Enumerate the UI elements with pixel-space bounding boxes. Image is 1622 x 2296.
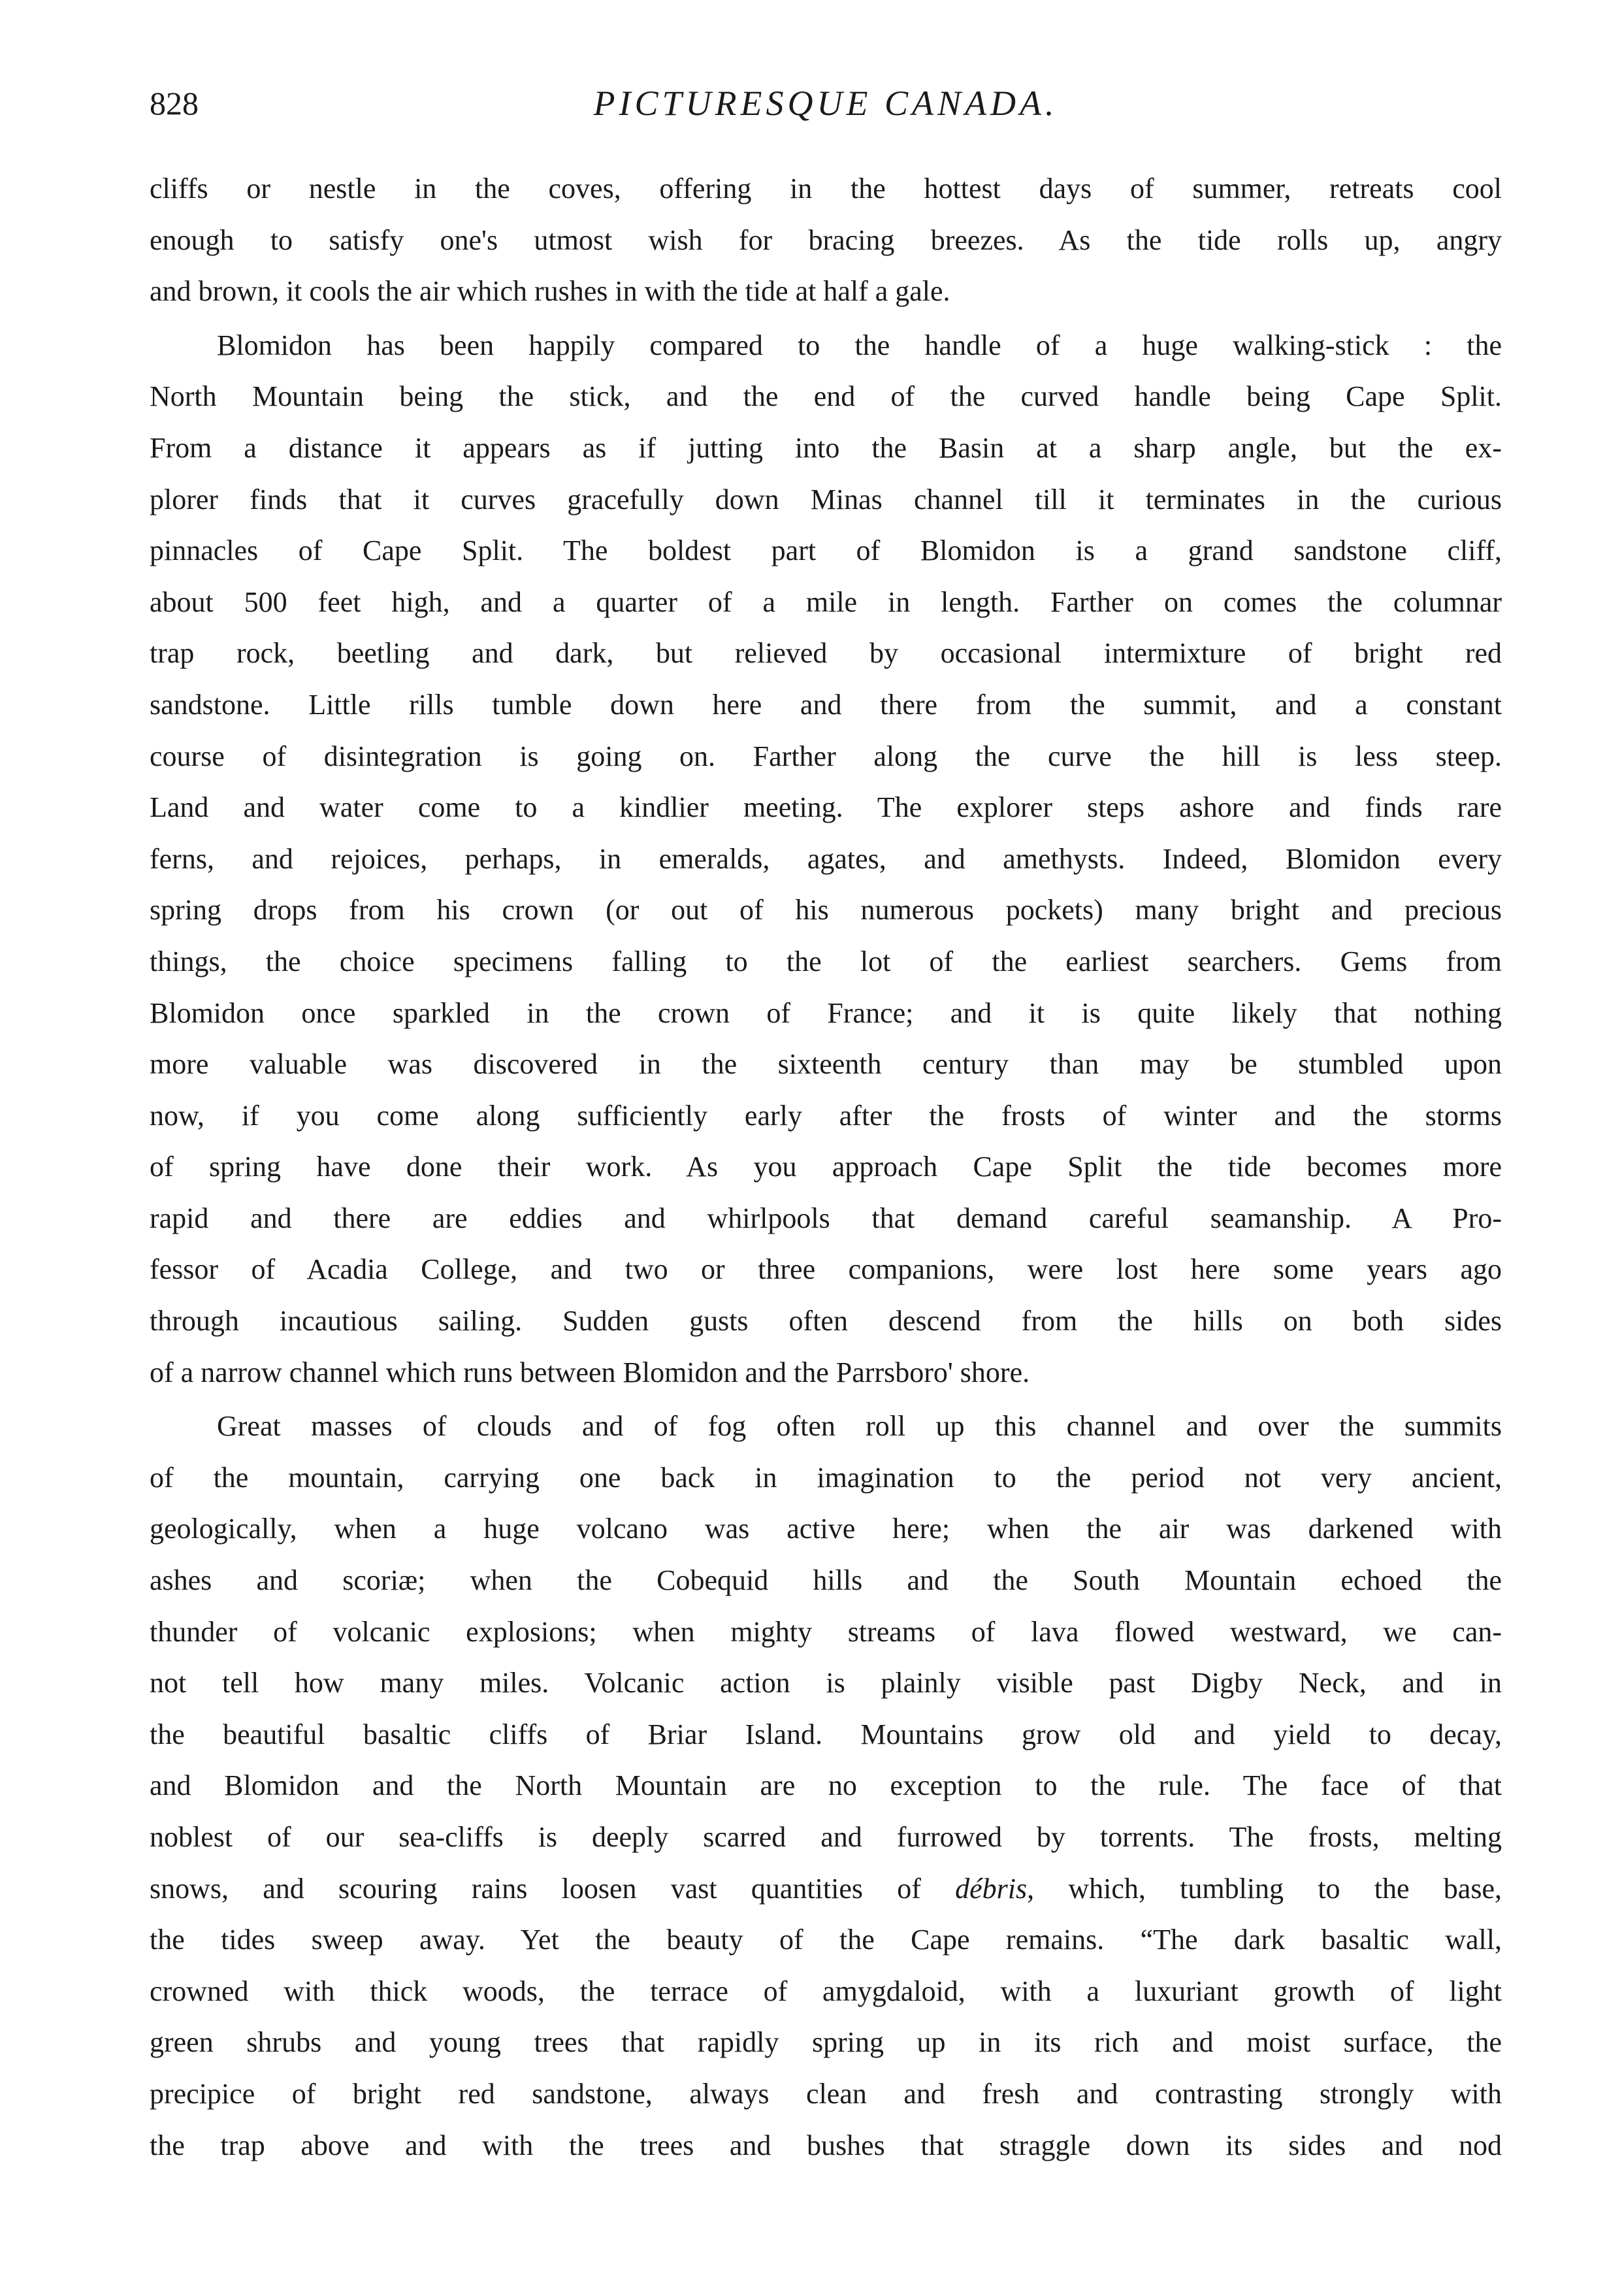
text-line: and brown, it cools the air which rushes in with the tide at half a gale. bbox=[150, 275, 950, 308]
text-segment: , which, tumbling to the base, bbox=[1027, 1872, 1502, 1905]
text-line: rapid and there are eddies and whirlpools that demand careful seamanship. A Pro- bbox=[150, 1202, 1502, 1234]
text-line: of spring have done their work. As you approach Cape Split the tide becomes more bbox=[150, 1151, 1502, 1183]
body-text bbox=[150, 163, 1502, 2171]
text-line: now, if you come along sufficiently early after the frosts of winter and the storms bbox=[150, 1099, 1502, 1132]
text-line: the beautiful basaltic cliffs of Briar Island. Mountains grow old and yield to decay, bbox=[150, 1718, 1502, 1750]
paragraph-3 bbox=[150, 1401, 1502, 2171]
text-line: crowned with thick woods, the terrace of amygdaloid, with a luxuriant growth of light bbox=[150, 1975, 1502, 2007]
text-line: fessor of Acadia College, and two or three companions, were lost here some years ago bbox=[150, 1253, 1502, 1286]
text-line: From a distance it appears as if jutting into the Basin at a sharp angle, but the ex- bbox=[150, 431, 1502, 464]
text-line: enough to satisfy one's utmost wish for bracing breezes. As the tide rolls up, angry bbox=[150, 223, 1502, 256]
text-line: spring drops from his crown (or out of his numerous pockets) many bright and precious bbox=[150, 894, 1502, 927]
text-line: about 500 feet high, and a quarter of a mile in length. Farther on comes the columnar bbox=[150, 585, 1502, 618]
text-line: Blomidon has been happily compared to the handle of a huge walking-stick : the bbox=[217, 329, 1502, 361]
text-line: North Mountain being the stick, and the end of the curved handle being Cape Split. bbox=[150, 380, 1502, 413]
text-line: cliffs or nestle in the coves, offering in the hottest days of summer, retreats cool bbox=[150, 172, 1502, 205]
text-line: things, the choice specimens falling to the lot of the earliest searchers. Gems from bbox=[150, 945, 1502, 977]
text-line: the trap above and with the trees and bushes that straggle down its sides and nod bbox=[150, 2129, 1502, 2161]
running-head bbox=[150, 77, 1502, 129]
text-line: ashes and scoriæ; when the Cobequid hills and the South Mountain echoed the bbox=[150, 1564, 1502, 1597]
text-line: of a narrow channel which runs between Blomidon and the Parrsboro' shore. bbox=[150, 1356, 1030, 1388]
text-line: through incautious sailing. Sudden gusts often descend from the hills on both sides bbox=[150, 1305, 1502, 1337]
text-line-with-italic bbox=[150, 1863, 1502, 1915]
text-line: green shrubs and young trees that rapidly spring up in its rich and moist surface, the bbox=[150, 2026, 1502, 2059]
text-line: precipice of bright red sandstone, always clean and fresh and contrasting strongly with bbox=[150, 2077, 1502, 2110]
text-line: ferns, and rejoices, perhaps, in emeralds, agates, and amethysts. Indeed, Blomidon every bbox=[150, 842, 1502, 875]
text-line: thunder of volcanic explosions; when mighty streams of lava flowed westward, we can- bbox=[150, 1615, 1502, 1648]
text-line: Land and water come to a kindlier meeting. The explorer steps ashore and finds rare bbox=[150, 791, 1502, 824]
text-line: the tides sweep away. Yet the beauty of the Cape remains. “The dark basaltic wall, bbox=[150, 1924, 1502, 1956]
text-line: pinnacles of Cape Split. The boldest part of Blomidon is a grand sandstone cliff, bbox=[150, 534, 1502, 567]
paragraph-1 bbox=[150, 163, 1502, 318]
text-line: more valuable was discovered in the sixteenth century than may be stumbled upon bbox=[150, 1048, 1502, 1081]
text-line: Blomidon once sparkled in the crown of France; and it is quite likely that nothing bbox=[150, 996, 1502, 1029]
text-line: plorer finds that it curves gracefully down Minas channel till it terminates in the curious bbox=[150, 483, 1502, 516]
text-line: not tell how many miles. Volcanic action is plainly visible past Digby Neck, and in bbox=[150, 1667, 1502, 1699]
text-line: Great masses of clouds and of fog often roll up this channel and over the summits bbox=[217, 1410, 1502, 1443]
running-title: PICTURESQUE CANADA. bbox=[593, 84, 1058, 123]
text-line: trap rock, beetling and dark, but relieved by occasional intermixture of bright red bbox=[150, 637, 1502, 670]
page-number: 828 bbox=[150, 85, 199, 122]
text-segment: snows, and scouring rains loosen vast quantities of bbox=[150, 1872, 956, 1905]
text-line: and Blomidon and the North Mountain are no exception to the rule. The face of that bbox=[150, 1769, 1502, 1802]
text-line: course of disintegration is going on. Farther along the curve the hill is less steep. bbox=[150, 740, 1502, 772]
text-line: of the mountain, carrying one back in imagination to the period not very ancient, bbox=[150, 1461, 1502, 1494]
paragraph-2 bbox=[150, 320, 1502, 1398]
text-line: sandstone. Little rills tumble down here and there from the summit, and a constant bbox=[150, 688, 1502, 721]
italic-word: débris bbox=[955, 1872, 1028, 1905]
text-line: geologically, when a huge volcano was active here; when the air was darkened with bbox=[150, 1513, 1502, 1545]
text-line: noblest of our sea-cliffs is deeply scarred and furrowed by torrents. The frosts, melting bbox=[150, 1821, 1502, 1853]
